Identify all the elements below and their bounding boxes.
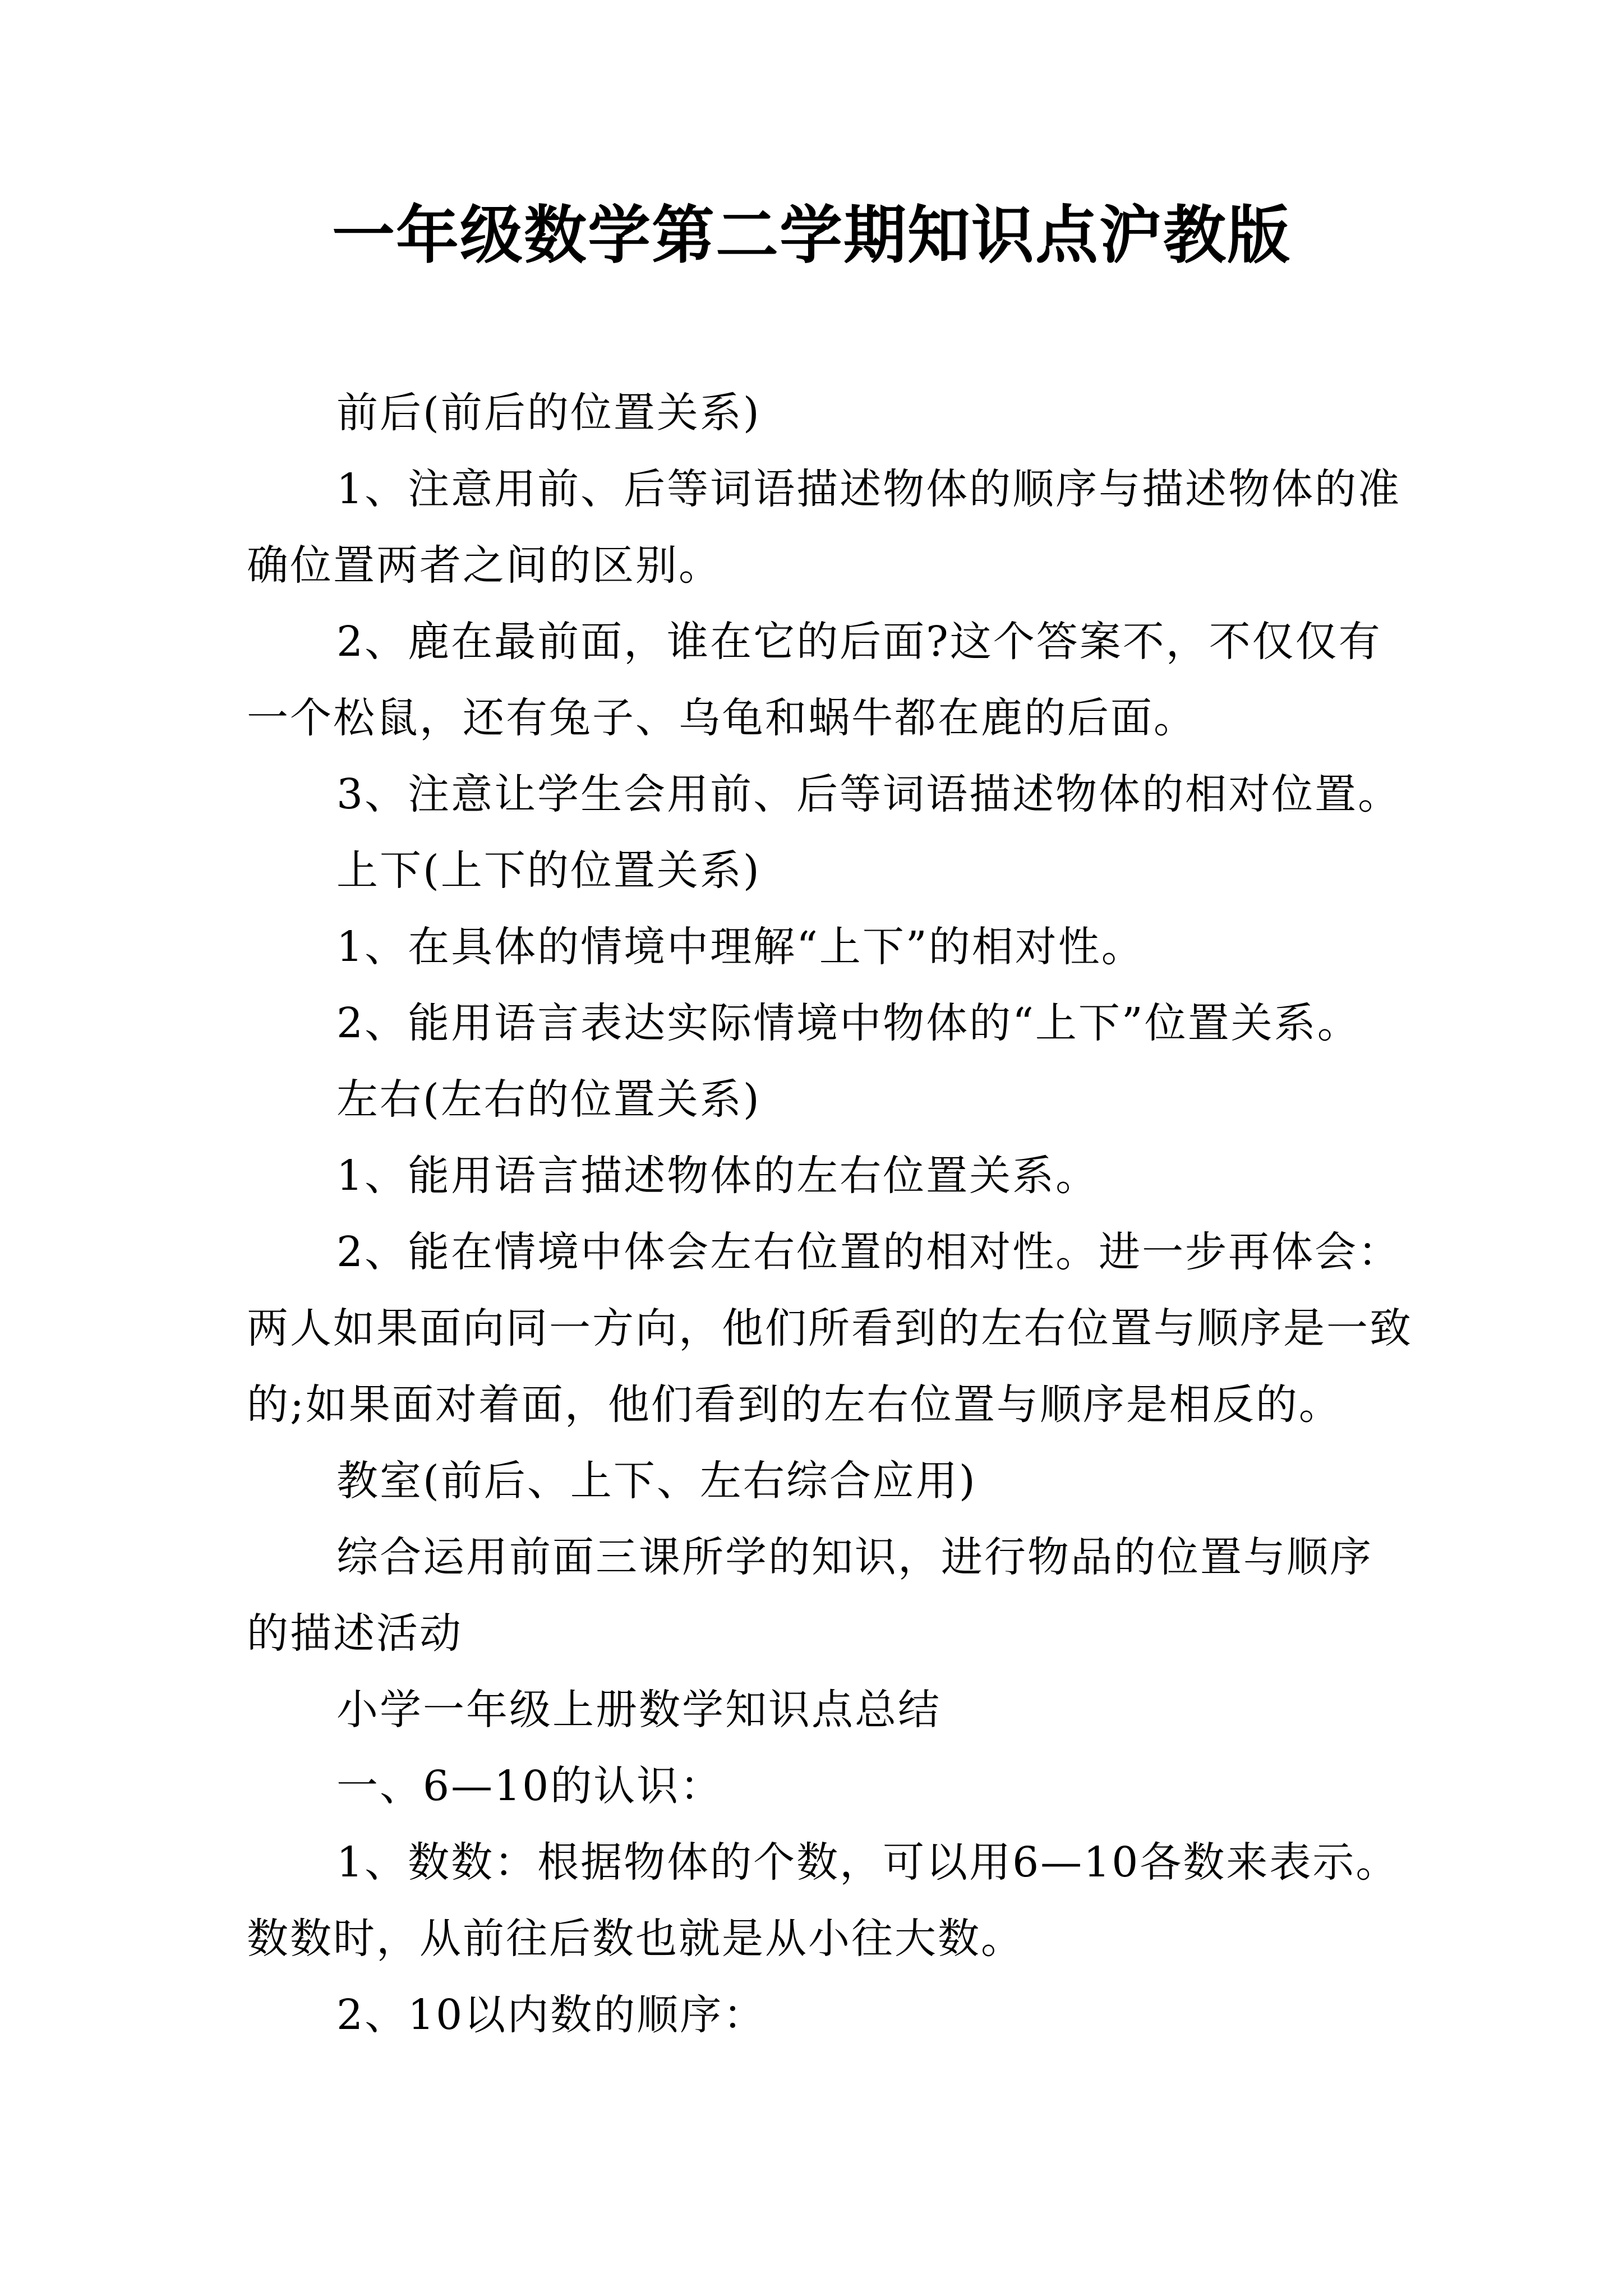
paragraph: 1、数数：根据物体的个数，可以用6—10各数来表示。数数时，从前往后数也就是从小往大数。 (247, 1838, 1399, 1963)
paragraph: 综合运用前面三课所学的知识，进行物品的位置与顺序的描述活动 (247, 1533, 1373, 1658)
document-title: 一年级数学第二学期知识点沪教版 (332, 199, 1291, 272)
paragraph: 2、能用语言表达实际情境中物体的“上下”位置关系。 (336, 999, 1361, 1047)
paragraph: 教室(前后、上下、左右综合应用) (336, 1457, 977, 1505)
paragraph: 小学一年级上册数学知识点总结 (336, 1686, 941, 1734)
paragraph: 1、在具体的情境中理解“上下”的相对性。 (336, 923, 1145, 971)
paragraph: 1、注意用前、后等词语描述物体的顺序与描述物体的准确位置两者之间的区别。 (247, 465, 1401, 590)
paragraph: 一、6—10的认识： (336, 1762, 723, 1810)
paragraph: 左右(左右的位置关系) (336, 1075, 761, 1124)
paragraph: 上下(上下的位置关系) (336, 846, 761, 895)
paragraph: 2、能在情境中体会左右位置的相对性。进一步再体会：两人如果面向同一方向，他们所看到的左右位置与顺序是一致的;如果面对着面，他们看到的左右位置与顺序是相反的。 (247, 1228, 1413, 1429)
document-body (247, 375, 1413, 2053)
paragraph: 3、注意让学生会用前、后等词语描述物体的相对位置。 (336, 770, 1401, 818)
paragraph: 2、鹿在最前面，谁在它的后面?这个答案不，不仅仅有一个松鼠，还有兔子、乌龟和蜗牛都在鹿的后面。 (247, 618, 1382, 742)
paragraph: 1、能用语言描述物体的左右位置关系。 (336, 1152, 1099, 1200)
paragraph: 2、10以内数的顺序： (336, 1991, 767, 2039)
paragraph: 前后(前后的位置关系) (336, 389, 761, 437)
